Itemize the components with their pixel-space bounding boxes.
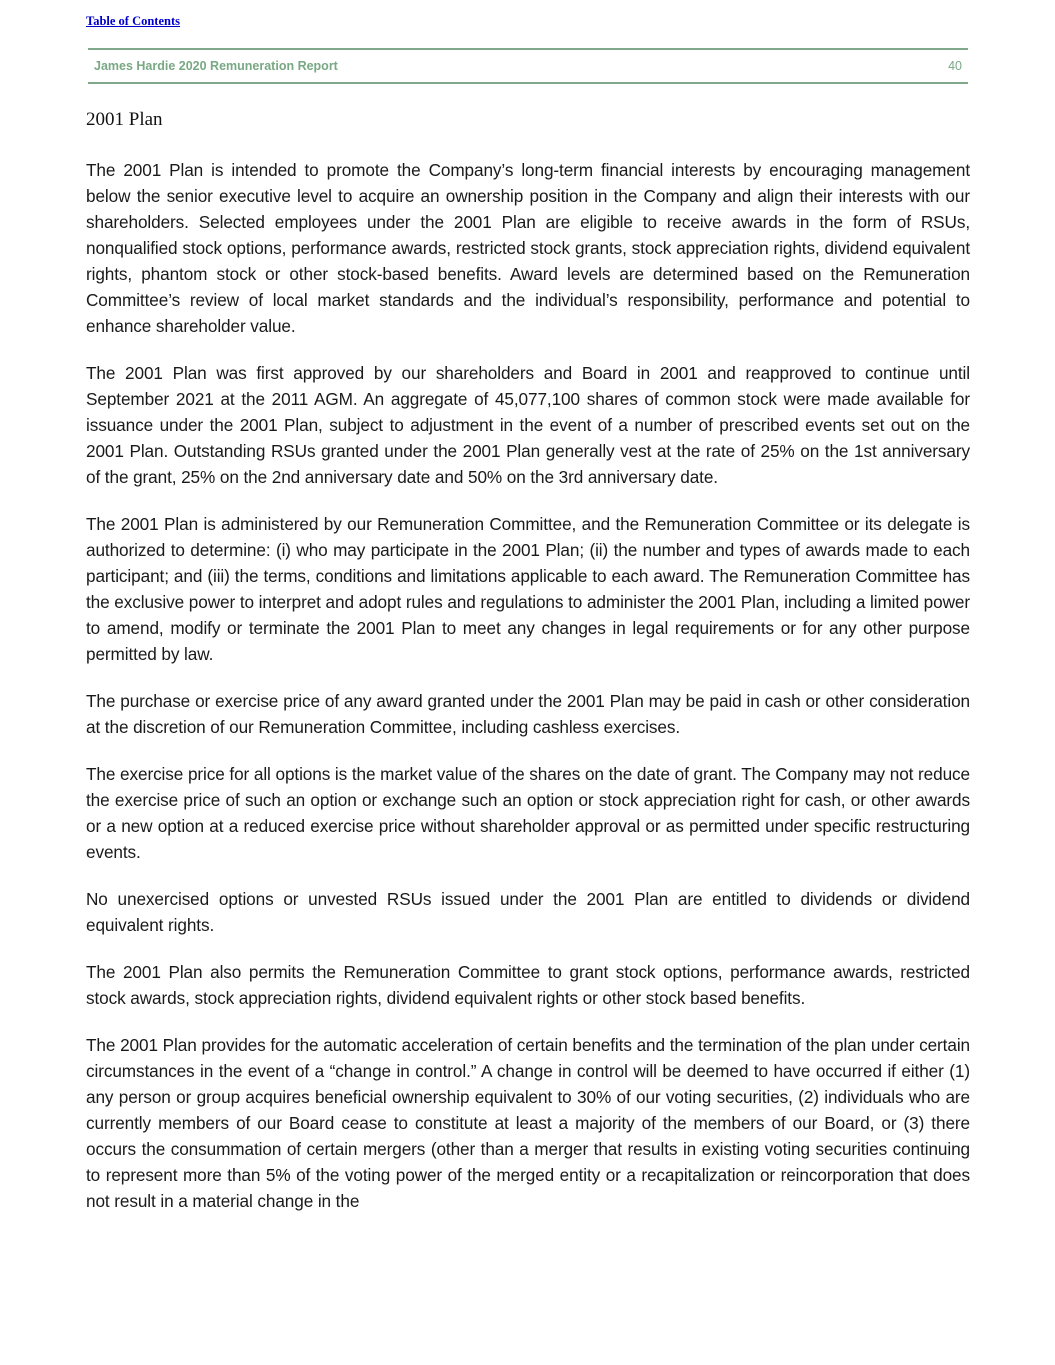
paragraph-purchase-price: The purchase or exercise price of any award granted under the 2001 Plan may be paid in cash or other consideration at the discretion of our Remuneration Committee, including cashless exercises. xyxy=(86,691,970,737)
paragraph-change-in-control: The 2001 Plan provides for the automatic acceleration of certain benefits and the termination of the plan under certain circumstances in the event of a “change in control.” A change in control will be deemed to have occurred if either (1) any person or group acquires beneficial ownership equivalent to 30% of our voting securities, (2) individuals who are currently members of our Board cease to constitute at least a majority of the members of our Board, or (3) there occurs the consummation of certain mergers (other than a merger that results in existing voting securities continuing to represent more than 5% of the voting power of the merged entity or a recapitalization or reincorporation that does not result in a material change in the xyxy=(86,1035,970,1211)
document-body xyxy=(86,107,970,1235)
page-number: 40 xyxy=(948,59,962,73)
paragraph-plan-purpose: The 2001 Plan is intended to promote the Company’s long-term financial interests by encouraging management below the senior executive level to acquire an ownership position in the Company and align their interests with our shareholders. Selected employees under the 2001 Plan are eligible to receive awards in the form of RSUs, nonqualified stock options, performance awards, restricted stock grants, stock appreciation rights, dividend equivalent rights, phantom stock or other stock-based benefits. Award levels are determined based on the Remuneration Committee’s review of local market standards and the individual’s responsibility, performance and potential to enhance shareholder value. xyxy=(86,160,970,336)
section-heading: 2001 Plan xyxy=(86,109,163,130)
paragraph-plan-administration: The 2001 Plan is administered by our Remuneration Committee, and the Remuneration Committee or its delegate is authorized to determine: (i) who may participate in the 2001 Plan; (ii) the number and types of awards made to each participant; and (iii) the terms, conditions and limitations applicable to each award. The Remuneration Committee has the exclusive power to interpret and adopt rules and regulations to administer the 2001 Plan, including a limited power to amend, modify or terminate the 2001 Plan to meet any changes in legal requirements or for any other purpose permitted by law. xyxy=(86,514,970,664)
paragraph-dividends: No unexercised options or unvested RSUs issued under the 2001 Plan are entitled to dividends or dividend equivalent rights. xyxy=(86,889,970,935)
table-of-contents-link[interactable]: Table of Contents xyxy=(86,14,180,28)
paragraph-plan-approval: The 2001 Plan was first approved by our shareholders and Board in 2001 and reapproved to continue until September 2021 at the 2011 AGM. An aggregate of 45,077,100 shares of common stock were made available for issuance under the 2001 Plan, subject to adjustment in the event of a number of prescribed events set out on the 2001 Plan. Outstanding RSUs granted under the 2001 Plan generally vest at the rate of 25% on the 1st anniversary of the grant, 25% on the 2nd anniversary date and 50% on the 3rd anniversary date. xyxy=(86,363,970,487)
paragraph-grant-types: The 2001 Plan also permits the Remuneration Committee to grant stock options, performance awards, restricted stock awards, stock appreciation rights, dividend equivalent rights or other stock based benefits. xyxy=(86,962,970,1008)
report-header xyxy=(88,48,968,84)
paragraph-exercise-price: The exercise price for all options is the market value of the shares on the date of grant. The Company may not reduce the exercise price of such an option or exchange such an option or stock appreciation right for cash, or other awards or a new option at a reduced exercise price without shareholder approval or as permitted under specific restructuring events. xyxy=(86,764,970,862)
report-title: James Hardie 2020 Remuneration Report xyxy=(94,59,338,73)
